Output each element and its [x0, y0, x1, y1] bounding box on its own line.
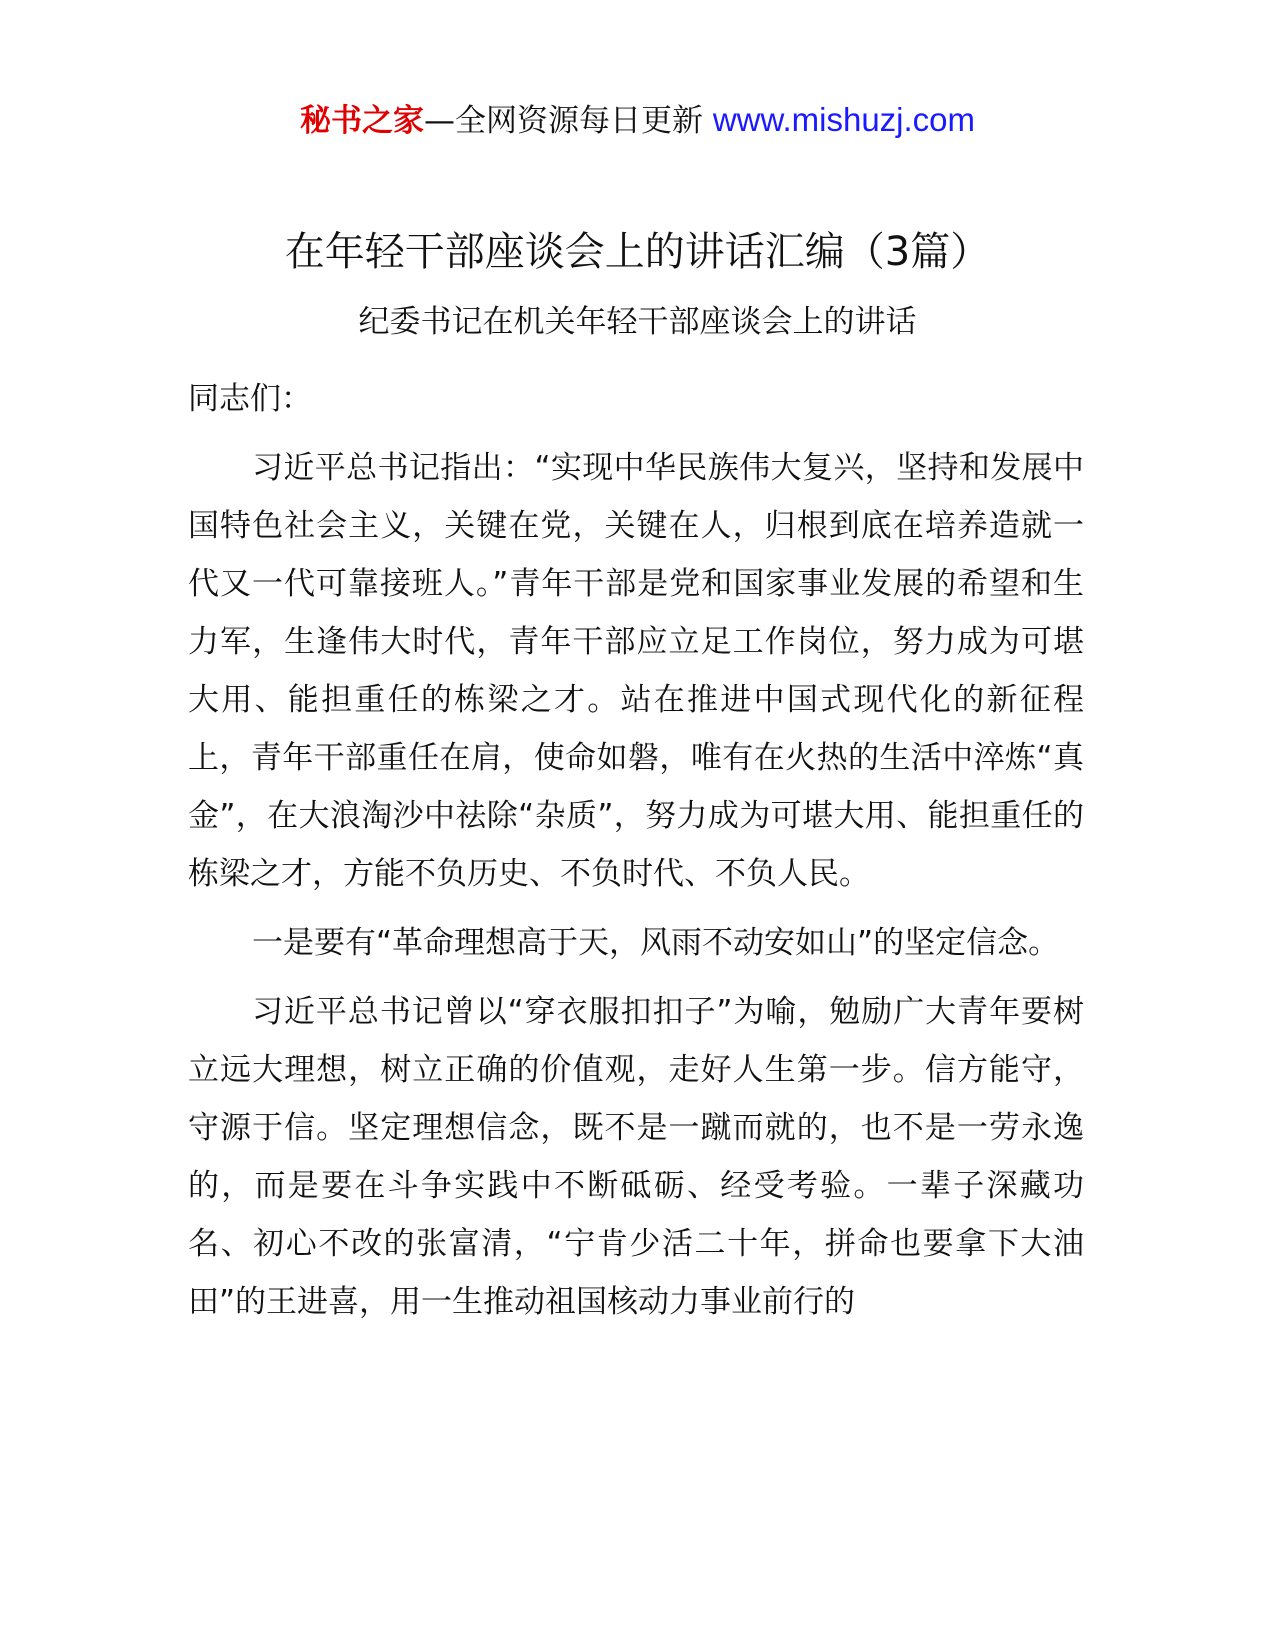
site-tagline: —全网资源每日更新: [423, 103, 713, 139]
document-body: [188, 370, 1084, 1342]
paragraph: 一是要有“革命理想高于天，风雨不动安如山”的坚定信念。: [252, 925, 1060, 961]
paragraph: 习近平总书记指出：“实现中华民族伟大复兴，坚持和发展中国特色社会主义，关键在党，关键在人，归根到底在培养造就一代又一代可靠接班人。”青年干部是党和国家事业发展的希望和生力军，生逢伟大时代，青年干部应立足工作岗位，努力成为可堪大用、能担重任的栋梁之才。站在推进中国式现代化的新征程上，青年干部重任在肩，使命如磐，唯有在火热的生活中淬炼“真金”，在大浪淘沙中祛除“杂质”，努力成为可堪大用、能担重任的栋梁之才，方能不负历史、不负时代、不负人民。: [188, 450, 1084, 892]
paragraph: 习近平总书记曾以“穿衣服扣扣子”为喻，勉励广大青年要树立远大理想，树立正确的价值观，走好人生第一步。信方能守，守源于信。坚定理想信念，既不是一蹴而就的，也不是一劳永逸的，而是要在斗争实践中不断砥砺、经受考验。一辈子深藏功名、初心不改的张富清，“宁肯少活二十年，拼命也要拿下大油田”的王进喜，用一生推动祖国核动力事业前行的: [188, 994, 1084, 1320]
document-subtitle: 纪委书记在机关年轻干部座谈会上的讲话: [358, 304, 917, 340]
document-title: 在年轻干部座谈会上的讲话汇编（3篇）: [284, 229, 991, 275]
site-brand: 秘书之家: [299, 103, 424, 139]
site-header: [0, 98, 1275, 143]
salutation: 同志们：: [188, 381, 312, 417]
site-url-link[interactable]: www.mishuzj.com: [712, 101, 976, 138]
